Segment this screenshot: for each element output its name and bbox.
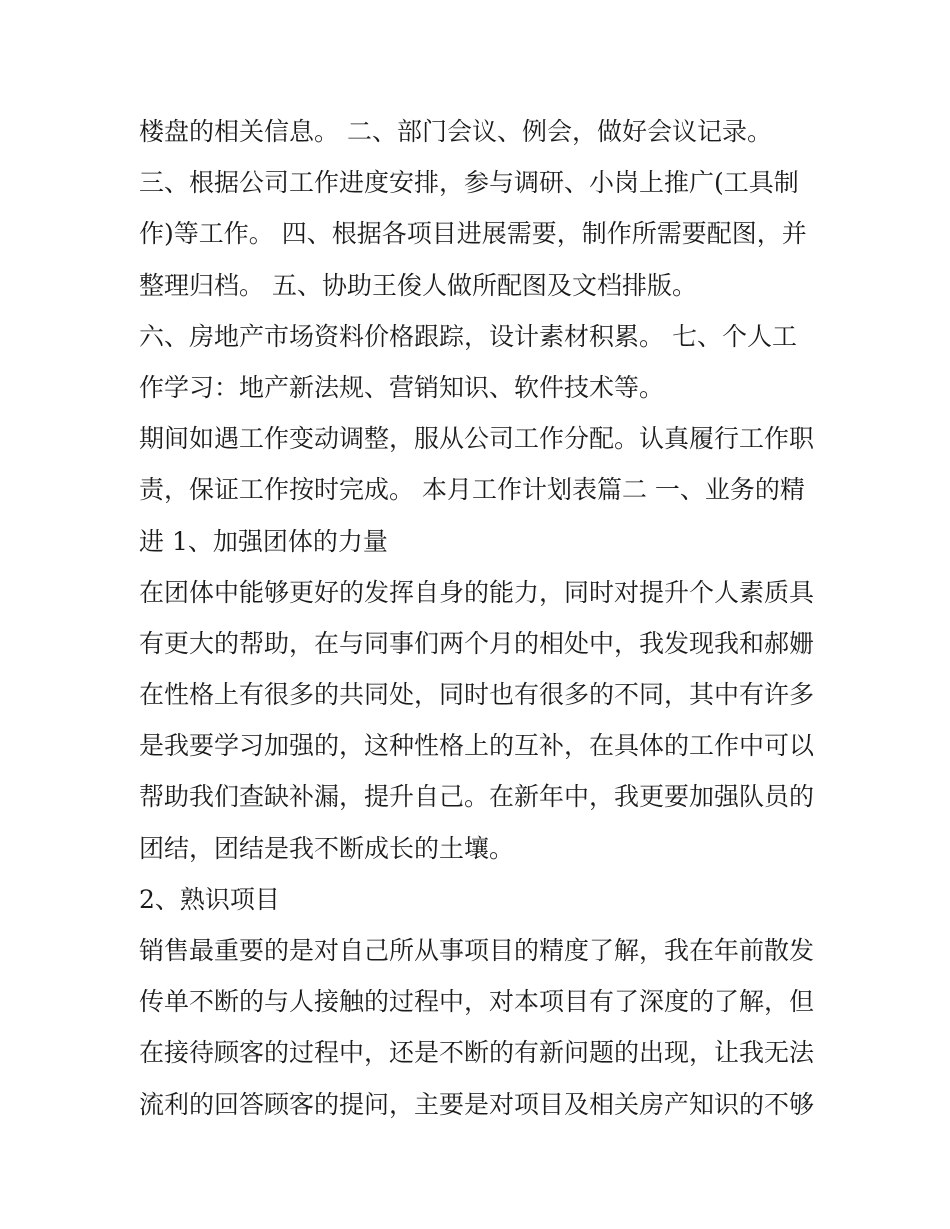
text-line: 帮助我们查缺补漏，提升自己。在新年中，我更要加强队员的 <box>139 782 815 812</box>
text-line: 2、熟识项目 <box>139 884 280 914</box>
text-line: 在性格上有很多的共同处，同时也有很多的不同，其中有许多 <box>139 680 815 710</box>
text-line: 流利的回答顾客的提问，主要是对项目及相关房产知识的不够 <box>139 1089 815 1119</box>
text-line: 整理归档。 五、协助王俊人做所配图及文档排版。 <box>139 270 697 300</box>
text-line: 在团体中能够更好的发挥自身的能力，同时对提升个人素质具 <box>139 577 815 607</box>
text-line: 期间如遇工作变动调整，服从公司工作分配。认真履行工作职 <box>139 424 815 454</box>
text-line: 六、房地产市场资料价格跟踪，设计素材积累。 七、个人工 <box>139 321 797 351</box>
text-line: 销售最重要的是对自己所从事项目的精度了解，我在年前散发 <box>139 936 815 965</box>
text-line: 在接待顾客的过程中，还是不断的有新问题的出现，让我无法 <box>139 1038 815 1068</box>
text-line: 有更大的帮助，在与同事们两个月的相处中，我发现我和郝姗 <box>139 628 815 658</box>
text-line: 是我要学习加强的，这种性格上的互补，在具体的工作中可以 <box>139 731 815 761</box>
text-line: 作)等工作。 四、根据各项目进展需要，制作所需要配图，并 <box>139 219 807 249</box>
document-body <box>139 106 819 1130</box>
text-line: 责，保证工作按时完成。 本月工作计划表篇二 一、业务的精 <box>139 475 805 505</box>
text-line: 团结，团结是我不断成长的土壤。 <box>139 833 515 863</box>
text-line: 传单不断的与人接触的过程中，对本项目有了深度的了解，但 <box>139 987 815 1017</box>
text-line: 进 1、加强团体的力量 <box>139 526 388 556</box>
text-line: 作学习：地产新法规、营销知识、软件技术等。 <box>139 372 665 402</box>
text-line: 楼盘的相关信息。 二、部门会议、例会，做好会议记录。 <box>139 117 772 146</box>
text-line: 三、根据公司工作进度安排，参与调研、小岗上推广(工具制 <box>139 168 799 198</box>
